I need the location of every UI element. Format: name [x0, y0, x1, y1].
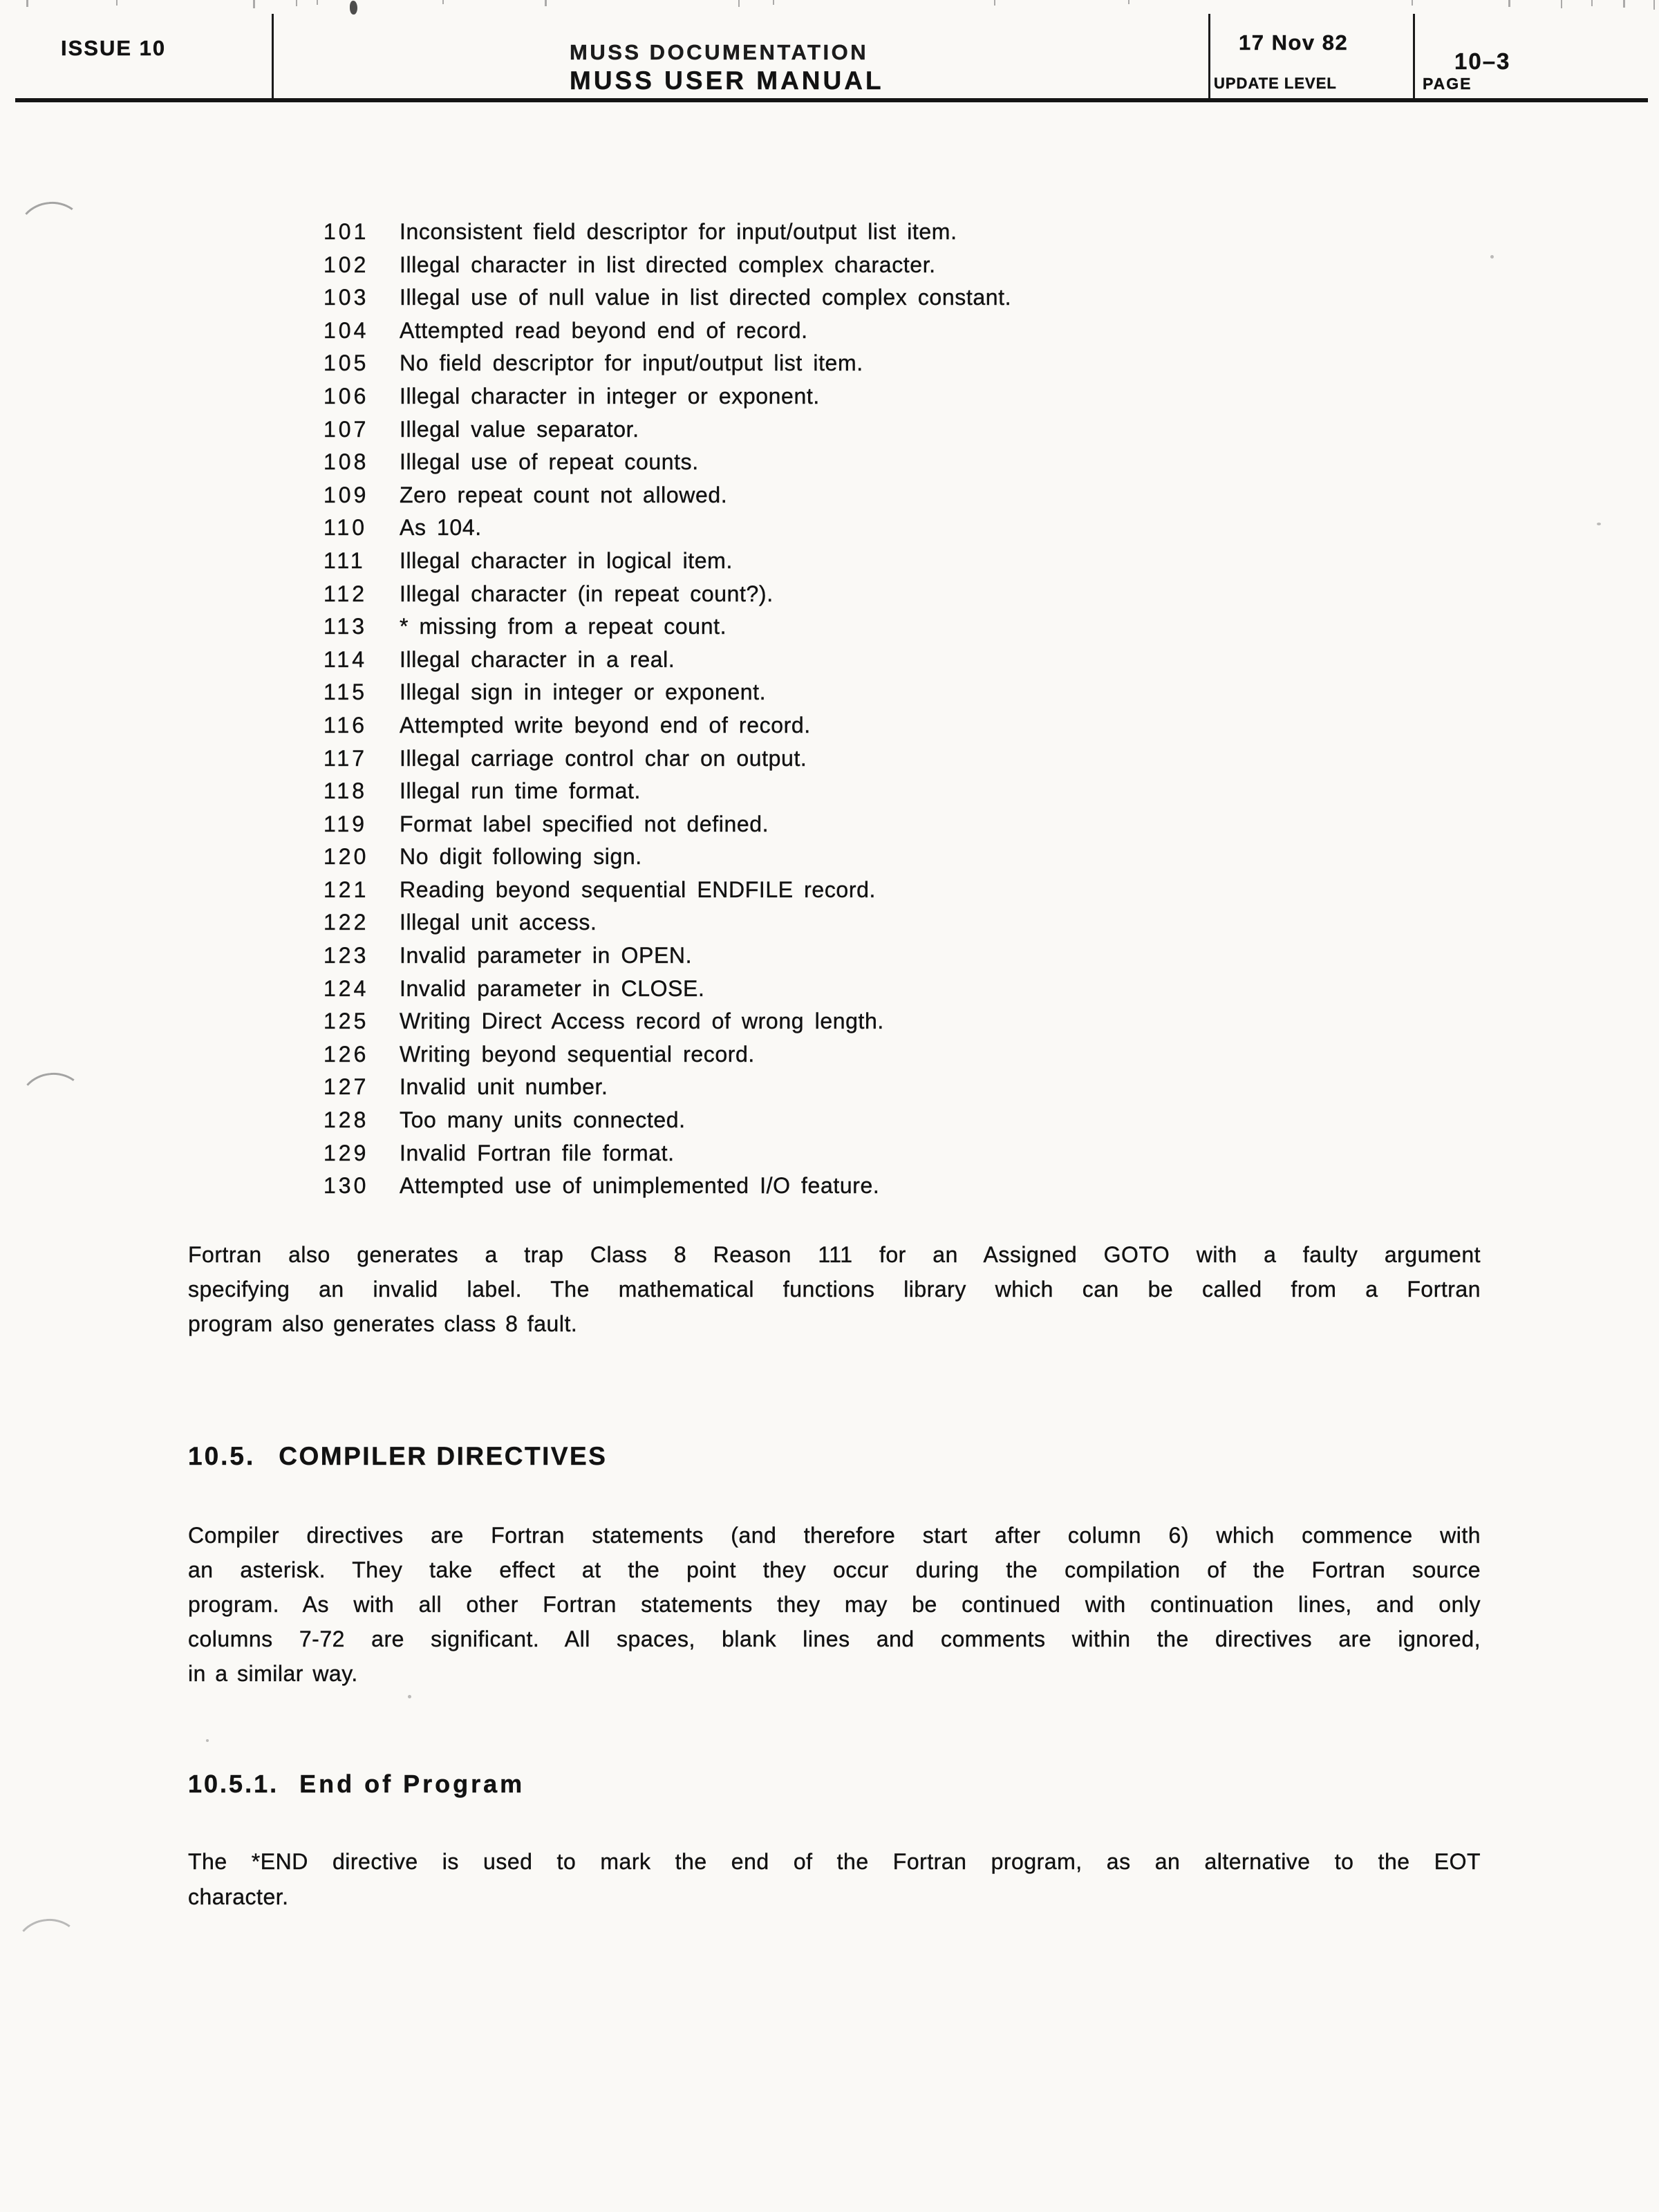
scan-tick [1653, 0, 1655, 10]
scan-speck [206, 1739, 209, 1742]
error-code: 102 [324, 252, 369, 277]
error-code: 111 [324, 547, 366, 573]
error-code: 103 [324, 285, 369, 310]
error-code-row [324, 775, 1360, 808]
error-code-row [324, 380, 1360, 413]
scan-speck [408, 1695, 411, 1698]
error-description: Illegal character in a real. [400, 646, 675, 672]
section-heading-compiler-directives [188, 1442, 607, 1471]
error-code-row [324, 578, 1360, 611]
paragraph-line: Compiler directives are Fortran statements (and therefore start after column 6) which commence with [188, 1523, 1481, 1548]
doc-title-line2: MUSS USER MANUAL [570, 66, 884, 95]
issue-label: ISSUE 10 [61, 36, 167, 60]
error-code: 124 [324, 975, 369, 1001]
error-code-row [324, 973, 1360, 1006]
header-divider-update [1208, 14, 1210, 101]
error-description: Illegal use of repeat counts. [400, 449, 699, 475]
error-description: Format label specified not defined. [400, 811, 769, 836]
paragraph-line: The *END directive is used to mark the end of the Fortran program, as an alternative to the EOT [188, 1849, 1481, 1874]
error-code-row [324, 315, 1360, 348]
error-code: 129 [324, 1140, 369, 1165]
paragraph-line: program. As with all other Fortran statements they may be continued with continuation lines, and only [188, 1592, 1481, 1617]
scan-arc-artifact [12, 1915, 84, 1980]
paragraph-line: specifying an invalid label. The mathematical functions library which can be called from a Fortran [188, 1277, 1481, 1302]
header-divider-left [272, 14, 274, 101]
update-level-label: UPDATE LEVEL [1214, 75, 1337, 92]
error-code: 122 [324, 910, 369, 935]
error-code-row [324, 808, 1360, 841]
error-code-row [324, 1170, 1360, 1203]
error-description: Illegal character in logical item. [400, 547, 733, 573]
error-code-row [324, 1005, 1360, 1038]
error-code: 107 [324, 416, 369, 442]
error-description: No digit following sign. [400, 844, 642, 870]
header-divider-page [1413, 14, 1415, 101]
error-code: 118 [324, 778, 368, 804]
trap-paragraph [188, 1237, 1481, 1341]
scan-speck [1490, 255, 1494, 259]
error-code-row [324, 249, 1360, 282]
page-label: PAGE [1423, 75, 1472, 93]
paragraph-line: Fortran also generates a trap Class 8 Reason 111 for an Assigned GOTO with a faulty argument [188, 1242, 1481, 1267]
error-code: 126 [324, 1041, 369, 1067]
error-code-row [324, 1071, 1360, 1104]
scan-tick [26, 0, 28, 7]
error-description: Too many units connected. [400, 1107, 686, 1133]
error-code-row [324, 545, 1360, 578]
paragraph-line: columns 7-72 are significant. All spaces, blank lines and comments within the directives are ignored, [188, 1627, 1481, 1651]
scan-tick [773, 0, 774, 5]
scan-tick [116, 0, 118, 6]
error-code-row [324, 281, 1360, 315]
error-code: 117 [324, 745, 368, 771]
error-code-row [324, 446, 1360, 479]
error-code: 101 [324, 219, 369, 244]
error-code: 115 [324, 679, 368, 705]
scan-arc-artifact [17, 1069, 88, 1134]
error-description: Attempted read beyond end of record. [400, 317, 808, 343]
error-description: Invalid Fortran file format. [400, 1140, 675, 1165]
error-code-list [324, 216, 1360, 1203]
error-description: As 104. [400, 515, 482, 541]
error-code: 114 [324, 646, 368, 672]
document-title-block [570, 40, 884, 95]
scan-tick [296, 0, 297, 6]
error-description: Zero repeat count not allowed. [400, 482, 728, 507]
error-description: Illegal run time format. [400, 778, 641, 804]
error-code: 130 [324, 1173, 369, 1199]
paragraph-line: in a similar way. [188, 1661, 358, 1686]
paragraph-line: character. [188, 1884, 289, 1909]
error-code-row [324, 216, 1360, 249]
error-code: 119 [324, 811, 368, 836]
compiler-directives-paragraph [188, 1518, 1481, 1691]
scan-tick [317, 0, 318, 5]
update-date: 17 Nov 82 [1239, 30, 1349, 55]
error-code: 125 [324, 1009, 369, 1034]
error-code: 116 [324, 712, 368, 738]
scan-tick [994, 0, 995, 6]
error-code-row [324, 874, 1360, 907]
scan-tick [738, 0, 740, 7]
error-description: Inconsistent field descriptor for input/output list item. [400, 219, 957, 244]
page-number: 10–3 [1454, 48, 1511, 74]
scan-tick [1508, 0, 1510, 7]
section-heading-end-of-program [188, 1770, 525, 1799]
end-of-program-paragraph [188, 1844, 1481, 1914]
error-description: Illegal character in integer or exponent. [400, 383, 820, 409]
error-description: Illegal value separator. [400, 416, 639, 442]
scan-tick [1591, 0, 1593, 6]
error-code-row [324, 644, 1360, 677]
error-code-row [324, 1104, 1360, 1137]
error-code: 108 [324, 449, 369, 475]
error-code: 109 [324, 482, 369, 507]
scan-speck [1597, 523, 1601, 525]
scan-tick [442, 0, 444, 4]
error-code-row [324, 610, 1360, 644]
error-description: Reading beyond sequential ENDFILE record. [400, 877, 876, 902]
header-rule [15, 98, 1648, 102]
scan-tick [545, 0, 547, 6]
paragraph-line: an asterisk. They take effect at the point they occur during the compilation of the Fortran source [188, 1557, 1481, 1582]
error-description: Illegal character (in repeat count?). [400, 581, 774, 606]
paragraph-line: program also generates class 8 fault. [188, 1311, 578, 1336]
error-description: No field descriptor for input/output list item. [400, 350, 863, 376]
section-title: End of Program [299, 1770, 525, 1798]
error-code-row [324, 413, 1360, 447]
error-description: Illegal carriage control char on output. [400, 745, 807, 771]
scan-tick [1561, 0, 1562, 8]
error-code: 106 [324, 383, 369, 409]
error-code-row [324, 709, 1360, 742]
error-description: Invalid parameter in CLOSE. [400, 975, 705, 1001]
error-description: Illegal unit access. [400, 910, 597, 935]
error-code: 112 [324, 581, 368, 606]
section-number: 10.5. [188, 1442, 256, 1470]
scan-blob-artifact [350, 1, 357, 15]
error-code-row [324, 1137, 1360, 1170]
error-code-row [324, 841, 1360, 874]
error-description: Invalid unit number. [400, 1074, 608, 1100]
error-code: 105 [324, 350, 369, 376]
error-description: Writing Direct Access record of wrong length. [400, 1009, 884, 1034]
error-code: 113 [324, 614, 368, 639]
error-code: 120 [324, 844, 369, 870]
scan-tick [253, 0, 255, 8]
doc-title-line1: MUSS DOCUMENTATION [570, 40, 869, 64]
scan-arc-artifact [15, 198, 87, 263]
error-code-row [324, 742, 1360, 776]
error-code-row [324, 906, 1360, 939]
error-code: 128 [324, 1107, 369, 1133]
scan-tick [1412, 0, 1413, 6]
scan-tick [1128, 0, 1130, 4]
error-code: 127 [324, 1074, 369, 1100]
error-code: 110 [324, 515, 368, 541]
error-code-row [324, 512, 1360, 545]
error-description: * missing from a repeat count. [400, 614, 727, 639]
error-code-row [324, 676, 1360, 709]
error-description: Writing beyond sequential record. [400, 1041, 755, 1067]
error-code-row [324, 939, 1360, 973]
error-code: 123 [324, 943, 369, 968]
error-code-row [324, 347, 1360, 380]
error-description: Illegal character in list directed complex character. [400, 252, 936, 277]
error-description: Attempted write beyond end of record. [400, 712, 811, 738]
error-code-row [324, 1038, 1360, 1071]
error-description: Invalid parameter in OPEN. [400, 943, 693, 968]
error-description: Attempted use of unimplemented I/O feature. [400, 1173, 880, 1199]
section-number: 10.5.1. [188, 1770, 279, 1798]
error-description: Illegal use of null value in list directed complex constant. [400, 285, 1012, 310]
error-description: Illegal sign in integer or exponent. [400, 679, 767, 705]
section-title: COMPILER DIRECTIVES [279, 1442, 608, 1470]
error-code-row [324, 479, 1360, 512]
error-code: 104 [324, 317, 369, 343]
error-code: 121 [324, 877, 369, 902]
scan-tick [1623, 0, 1625, 8]
